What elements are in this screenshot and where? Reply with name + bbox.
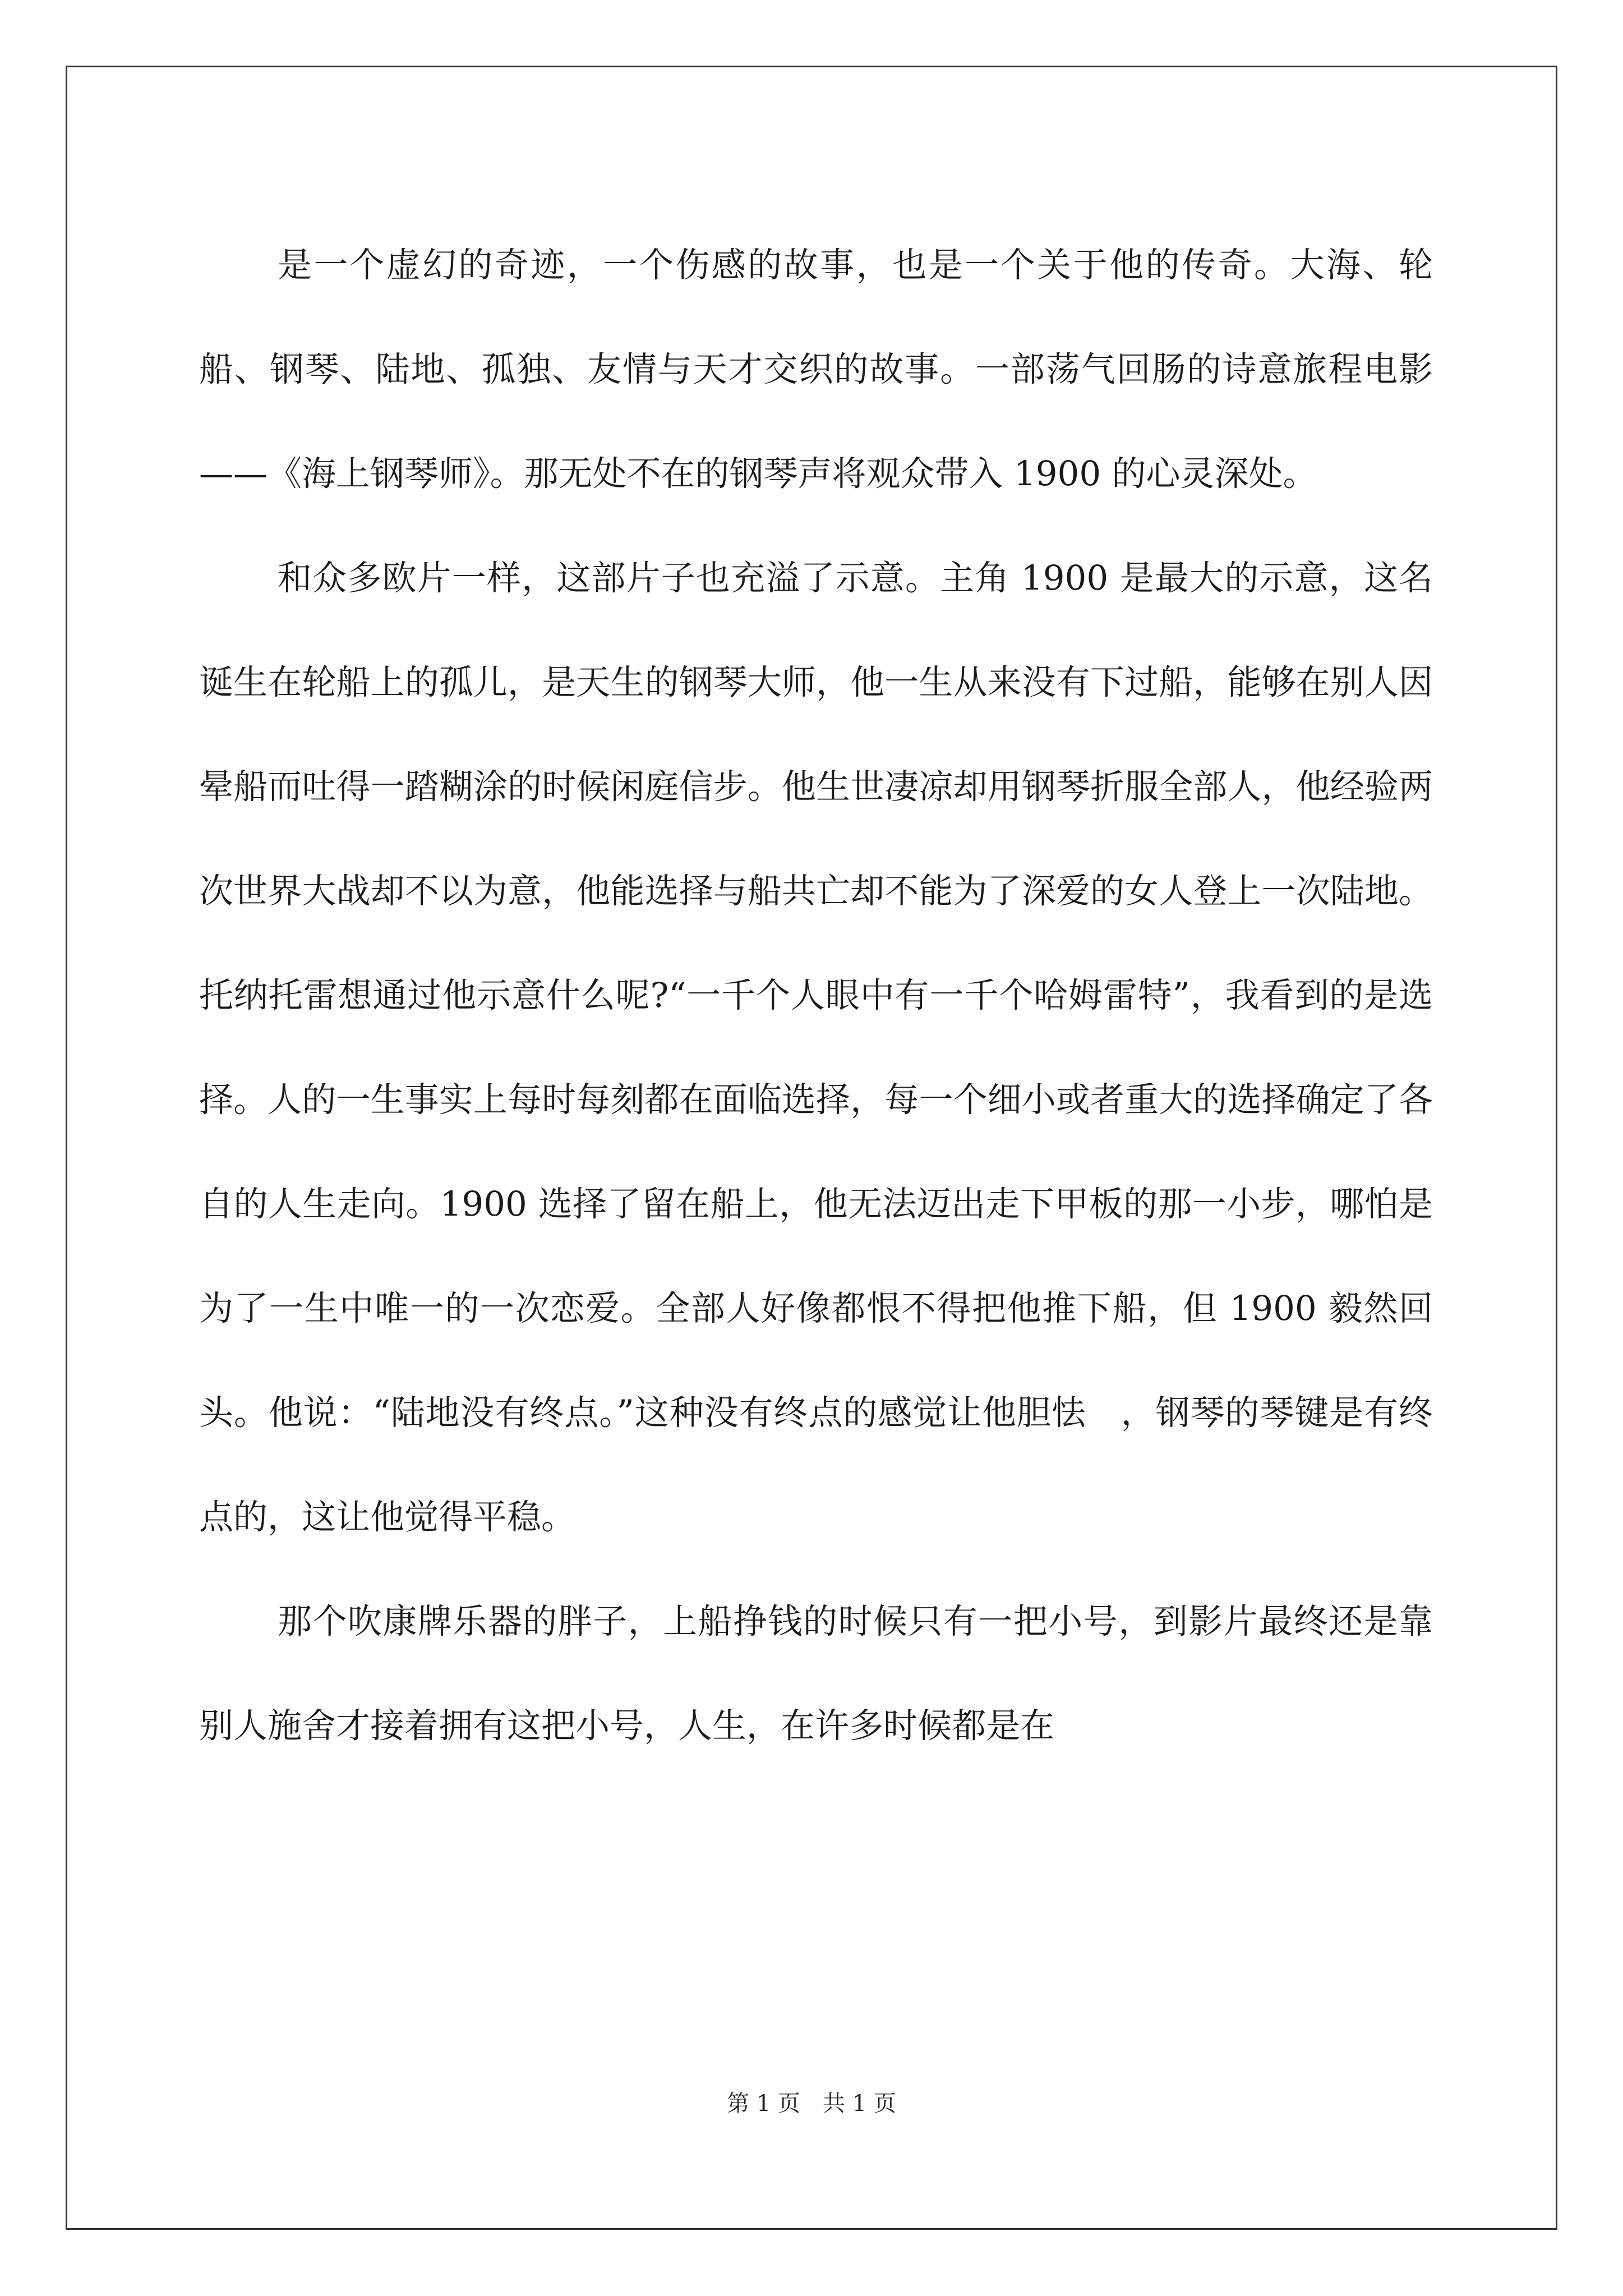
document-body — [199, 213, 1433, 1778]
page-footer — [0, 2086, 1623, 2118]
paragraph: 和众多欧片一样，这部片子也充溢了示意。主角 1900 是最大的示意，这名诞生在轮船上的孤儿，是天生的钢琴大师，他一生从来没有下过船，能够在别人因晕船而吐得一踏糊涂的时候闲庭信步。他生世凄凉却用钢琴折服全部人，他经验两次世界大战却不以为意，他能选择与船共亡却不能为了深爱的女人登上一次陆地。托纳托雷想通过他示意什么呢?“一千个人眼中有一千个哈姆雷特”，我看到的是选择。人的一生事实上每时每刻都在面临选择，每一个细小或者重大的选择确定了各自的人生走向。1900 选择了留在船上，他无法迈出走下甲板的那一小步，哪怕是为了一生中唯一的一次恋爱。全部人好像都恨不得把他推下船，但 1900 毅然回头。他说：“陆地没有终点。”这种没有终点的感觉让他胆怯 ，钢琴的琴键是有终点的，这让他觉得平稳。 — [199, 558, 1433, 1537]
paragraph: 是一个虚幻的奇迹，一个伤感的故事，也是一个关于他的传奇。大海、轮船、钢琴、陆地、孤独、友情与天才交织的故事。一部荡气回肠的诗意旅程电影——《海上钢琴师》。那无处不在的钢琴声将观众带入 1900 的心灵深处。 — [199, 245, 1433, 494]
paragraph: 那个吹康牌乐器的胖子，上船挣钱的时候只有一把小号，到影片最终还是靠别人施舍才接着拥有这把小号，人生，在许多时候都是在 — [199, 1602, 1433, 1746]
page-number: 第 1 页 共 1 页 — [727, 2091, 896, 2116]
